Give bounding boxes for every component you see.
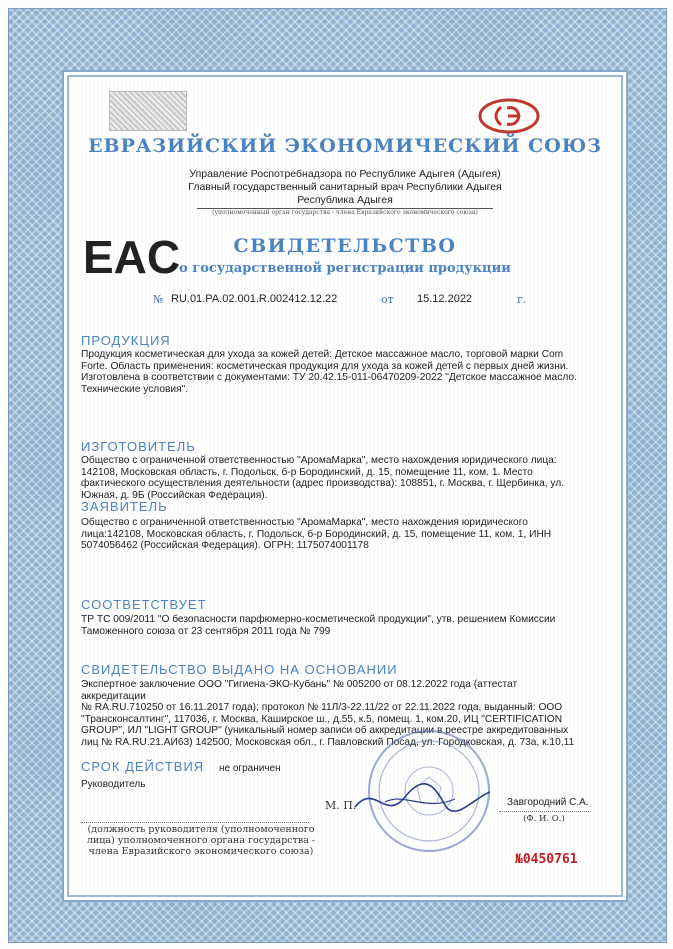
text-line: ТР ТС 009/2011 "О безопасности парфюмерно-косметической продукции", утв. решением Комиссии xyxy=(81,614,556,625)
signature-icon xyxy=(345,777,495,827)
note-line: члена Евразийского экономического союза) xyxy=(88,846,314,857)
text-line: Forte. Область применения: косметическая продукция для ухода за кожей детей с первых дней жизни. xyxy=(81,360,569,372)
certificate-subtitle: о государственной регистрации продукции xyxy=(179,261,511,276)
product-title: ПРОДУКЦИЯ xyxy=(81,333,171,348)
seal-place-label: М. П. xyxy=(325,799,357,812)
date-label: от xyxy=(381,293,394,306)
validity-value: не ограничен xyxy=(219,763,281,774)
basis-title: СВИДЕТЕЛЬСТВО ВЫДАНО НА ОСНОВАНИИ xyxy=(81,662,398,677)
text-line: лиц № RA.RU.21.АИ63) 142500, Московская обл., г. Павловский Посад, ул. Городковская, д. 73а, к.10,11 xyxy=(81,736,575,748)
validity-title: СРОК ДЕЙСТВИЯ xyxy=(81,759,205,774)
text-line: "Трансконсалтинг", 117036, г. Москва, Каширское ш., д.55, к.5, помещ. 1, ком.20, ИЦ "CERTIFICATION xyxy=(81,713,563,725)
authority-line: Республика Адыгея xyxy=(297,194,393,206)
text-line: Таможенного союза от 23 сентября 2011 года № 799 xyxy=(81,625,331,637)
text-line: лица:142108, Московская область, г. Подольск, б-р Бородинский, д. 15, помещение 11, ком. 1, ИНН xyxy=(81,528,552,540)
fio-note: (Ф. И. О.) xyxy=(523,814,565,824)
text-line: Продукция косметическая для ухода за кожей детей: Детское массажное масло, торговой марки Com xyxy=(81,349,564,360)
note-line: (должность руководителя (уполномоченного xyxy=(87,824,315,835)
fio-line xyxy=(499,811,589,812)
hologram-sticker xyxy=(109,91,187,131)
text-line: Изготовлена в соответствии с документами: ТУ 20.42.15-011-06470209-2022 "Детское массажное масло. xyxy=(81,372,577,384)
year-suffix: г. xyxy=(517,293,527,306)
authority-note: (уполномоченный орган государства - члена Евразийского экономического союза) xyxy=(212,209,478,216)
text-line: 5074056462 (Российская Федерация). ОГРН: 1175074001178 xyxy=(81,540,369,552)
manufacturer-text xyxy=(81,455,581,501)
authority-line: Главный государственный санитарный врач Республики Адыгея xyxy=(188,181,502,193)
text-line: Экспертное заключение ООО "Гигиена-ЭКО-Кубань" № 005200 от 08.12.2022 года (аттестат аккредитации xyxy=(81,679,518,702)
basis-text xyxy=(81,679,581,749)
note-line: лица) уполномоченного органа государства - xyxy=(86,835,316,846)
text-line: Технические условия". xyxy=(81,383,189,395)
certificate-title: СВИДЕТЕЛЬСТВО xyxy=(233,235,457,257)
product-text xyxy=(81,349,581,395)
eac-mark-text: EAC xyxy=(83,231,181,283)
union-title: ЕВРАЗИЙСКИЙ ЭКОНОМИЧЕСКИЙ СОЮЗ xyxy=(88,135,602,157)
text-line: фактического осуществления деятельности (адрес производства): 108851, г. Москва, г. Щербинка, ул. xyxy=(81,478,565,490)
applicant-text xyxy=(81,517,581,552)
applicant-title: ЗАЯВИТЕЛЬ xyxy=(81,499,168,514)
number-label: № xyxy=(153,293,164,306)
conformity-text xyxy=(81,614,581,637)
issuing-authority xyxy=(69,168,621,207)
text-line: Общество с ограниченной ответственностью "АромаМарка", место нахождения юридического xyxy=(81,517,528,528)
conformity-title: СООТВЕТСТВУЕТ xyxy=(81,597,207,612)
position-line xyxy=(81,822,309,823)
certificate-body xyxy=(67,75,623,897)
certificate-frame xyxy=(8,8,667,943)
text-line: 142108, Московская область, г. Подольск, б-р Бородинский, д. 15, помещение 11, ком. 1. Место xyxy=(81,466,533,478)
signer-name: Завгородний С.А. xyxy=(507,797,589,808)
text-line: Общество с ограниченной ответственностью "АромаМарка", место нахождения юридического лица: xyxy=(81,455,557,466)
registration-date: 15.12.2022 xyxy=(417,293,473,305)
authority-line: Управление Роспотребнадзора по Республике Адыгея (Адыгея) xyxy=(189,168,501,180)
position-note xyxy=(81,824,321,857)
manufacturer-title: ИЗГОТОВИТЕЛЬ xyxy=(81,439,196,454)
text-line: Южная, д. 9Б (Российская Федерация). xyxy=(81,489,268,501)
serial-number: №0450761 xyxy=(515,852,578,867)
ce-logo-icon xyxy=(477,97,541,135)
text-line: GROUP", ИЛ "LIGHT GROUP" (уникальный номер записи об аккредитации в реестре аккредитованных xyxy=(81,725,569,737)
role-label: Руководитель xyxy=(81,779,146,790)
text-line: № RA.RU.710250 от 16.11.2017 года); протокол № 11Л/3-22.11/22 от 22.11.2022 года, выданный: ООО xyxy=(81,702,563,714)
registration-number: RU.01.РА.02.001.R.002412.12.22 xyxy=(171,293,338,305)
